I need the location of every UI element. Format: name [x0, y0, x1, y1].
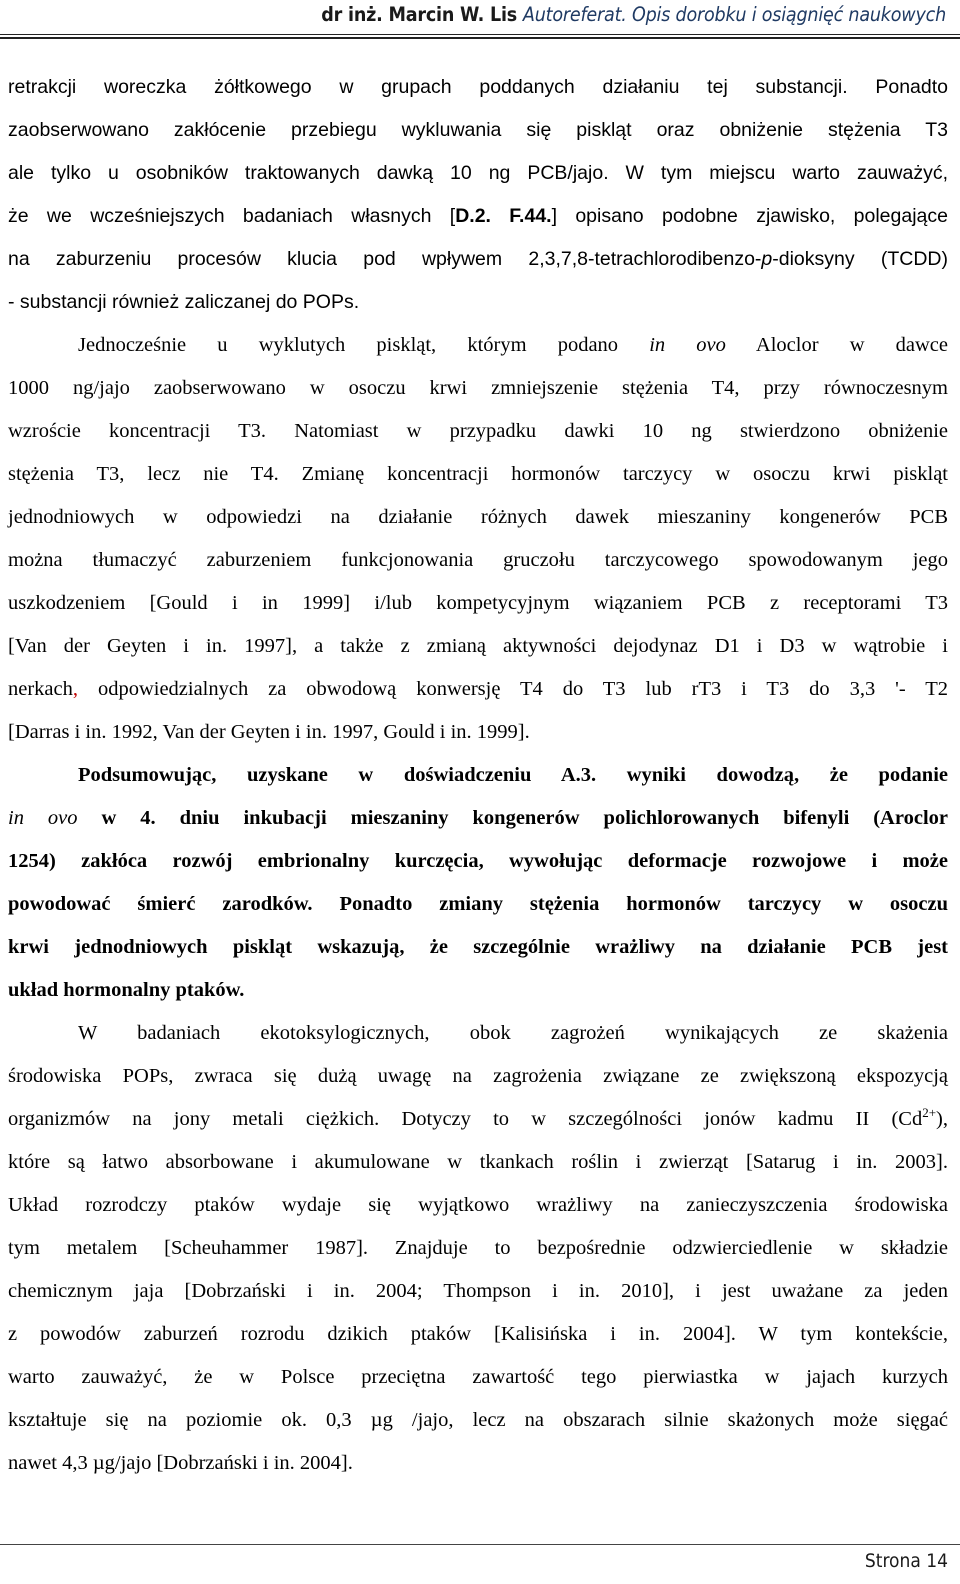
text-line: uszkodzeniem [Gould i in 1999] i/lub kompetycyjnym wiązaniem PCB z receptorami T3: [8, 592, 948, 614]
text-line: 1000 ng/jajo zaobserwowano w osoczu krwi zmniejszenie stężenia T4, przy równoczesnym: [8, 377, 948, 399]
text-span: w 4. dniu inkubacji mieszaniny kongenerów polichlorowanych bifenyli (Aroclor: [77, 807, 948, 829]
text-line: [8, 677, 948, 701]
text-line: które są łatwo absorbowane i akumulowane w tkankach roślin i zwierząt [Satarug i in. 2003].: [8, 1151, 948, 1173]
summary-line: układ hormonalny ptaków.: [8, 979, 245, 1001]
text-line: [8, 247, 948, 271]
text-span: Aloclor w dawce: [725, 334, 949, 356]
text-line: Układ rozrodczy ptaków wydaje się wyjątkowo wrażliwy na zanieczyszczenia środowiska: [8, 1194, 948, 1216]
text-span: że we wcześniejszych badaniach własnych [: [8, 205, 456, 227]
text-line: środowiska POPs, zwraca się dużą uwagę na zagrożenia związane ze zwiększoną ekspozycją: [8, 1065, 948, 1087]
header-subtitle: Autoreferat. Opis dorobku i osiągnięć naukowych: [522, 3, 946, 26]
summary-line: [8, 806, 948, 830]
text-line: [8, 1107, 948, 1131]
footer-rule: [0, 1544, 960, 1545]
summary-line: Podsumowując, uzyskane w doświadczeniu A.3. wyniki dowodzą, że podanie: [78, 764, 948, 786]
header-author: dr inż. Marcin W. Lis: [321, 3, 518, 26]
page-number: Strona 14: [864, 1550, 948, 1572]
text-line: chemicznym jaja [Dobrzański i in. 2004; Thompson i in. 2010], i jest uważane za jeden: [8, 1280, 948, 1302]
text-span: Jednocześnie u wyklutych piskląt, którym podano: [78, 334, 650, 356]
text-span: odpowiedzialnych za obwodową konwersję T4 do T3 lub rT3 i T3 do 3,3 '- T2: [78, 678, 948, 700]
text-line: W badaniach ekotoksylogicznych, obok zagrożeń wynikających ze skażenia: [78, 1022, 948, 1044]
text-line: [8, 204, 948, 228]
text-line: wzroście koncentracji T3. Natomiast w przypadku dawki 10 ng stwierdzono obniżenie: [8, 420, 948, 442]
text-line: [Darras i in. 1992, Van der Geyten i in. 1997, Gould i in. 1999].: [8, 721, 530, 743]
summary-line: krwi jednodniowych piskląt wskazują, że szczególnie wrażliwy na działanie PCB jest: [8, 936, 948, 958]
italic-text: in ovo: [8, 807, 78, 829]
text-span: ),: [936, 1108, 948, 1130]
text-line: nawet 4,3 µg/jajo [Dobrzański i in. 2004].: [8, 1452, 353, 1474]
text-line: - substancji również zaliczanej do POPs.: [8, 291, 360, 313]
header-rule-thick: [0, 37, 960, 39]
text-line: tym metalem [Scheuhammer 1987]. Znajduje to bezpośrednie odzwierciedlenie w składzie: [8, 1237, 948, 1259]
text-line: zaobserwowano zakłócenie przebiegu wykluwania się piskląt oraz obniżenie stężenia T3: [8, 119, 948, 141]
header-title: [321, 3, 946, 26]
text-line: kształtuje się na poziomie ok. 0,3 µg /jajo, lecz na obszarach silnie skażonych może sięgać: [8, 1409, 948, 1431]
text-line: [78, 333, 948, 357]
summary-line: 1254) zakłóca rozwój embrionalny kurczęcia, wywołując deformacje rozwojowe i może: [8, 850, 948, 872]
text-line: warto zauważyć, że w Polsce przeciętna zawartość tego pierwiastka w jajach kurzych: [8, 1366, 948, 1388]
text-line: z powodów zaburzeń rozrodu dzikich ptaków [Kalisińska i in. 2004]. W tym kontekście,: [8, 1323, 948, 1345]
text-span: -dioksyny (TCDD): [772, 248, 948, 270]
summary-line: powodować śmierć zarodków. Ponadto zmiany stężenia hormonów tarczycy w osoczu: [8, 893, 948, 915]
text-line: jednodniowych w odpowiedzi na działanie różnych dawek mieszaniny kongenerów PCB: [8, 506, 948, 528]
text-line: ale tylko u osobników traktowanych dawką 10 ng PCB/jajo. W tym miejscu warto zauważyć,: [8, 162, 948, 184]
text-span: na zaburzeniu procesów klucia pod wpływem 2,3,7,8-tetrachlorodibenzo-: [8, 248, 762, 270]
text-line: można tłumaczyć zaburzeniem funkcjonowania gruczołu tarczycowego spowodowanym jego: [8, 549, 948, 571]
text-line: retrakcji woreczka żółtkowego w grupach poddanych działaniu tej substancji. Ponadto: [8, 76, 948, 98]
page-header: [0, 0, 960, 30]
citation-ref: D.2. F.44.: [455, 205, 552, 227]
text-span: organizmów na jony metali ciężkich. Dotyczy to w szczególności jonów kadmu II (Cd: [8, 1108, 923, 1130]
header-rule: [0, 34, 960, 35]
italic-text: in ovo: [649, 334, 726, 356]
highlight-comma: ,: [72, 678, 78, 700]
text-span: ] opisano podobne zjawisko, polegające: [551, 205, 948, 227]
text-line: [Van der Geyten i in. 1997], a także z zmianą aktywności dejodynaz D1 i D3 w wątrobie i: [8, 635, 948, 657]
text-span: nerkach: [8, 678, 73, 700]
text-line: stężenia T3, lecz nie T4. Zmianę koncentracji hormonów tarczycy w osoczu krwi piskląt: [8, 463, 948, 485]
italic-text: p: [761, 248, 773, 270]
superscript: 2+: [922, 1105, 937, 1121]
